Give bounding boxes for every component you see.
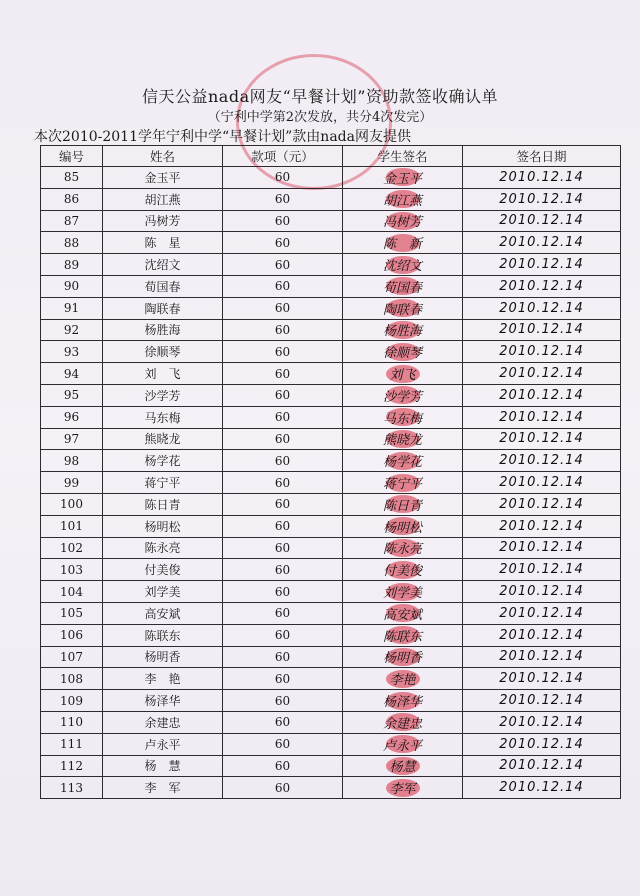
number-cell: 89 [41, 254, 103, 276]
handwritten-signature: 陈永亮 [382, 542, 422, 558]
handwritten-signature: 付美俊 [382, 564, 422, 580]
table-row [41, 624, 621, 646]
handwritten-date: 2010.12.14 [499, 257, 584, 273]
name-cell: 高安斌 [103, 602, 223, 624]
number-cell: 94 [41, 363, 103, 385]
handwritten-signature: 沙学芳 [382, 389, 422, 405]
name-cell: 胡江燕 [103, 188, 223, 210]
amount-cell: 60 [223, 232, 343, 254]
signature-cell [343, 254, 463, 276]
date-cell [463, 690, 621, 712]
amount-cell: 60 [223, 777, 343, 799]
table-row [41, 733, 621, 755]
signature-cell [343, 711, 463, 733]
amount-cell: 60 [223, 406, 343, 428]
name-cell: 杨明松 [103, 515, 223, 537]
date-cell [463, 297, 621, 319]
handwritten-signature: 杨胜海 [382, 324, 422, 340]
amount-cell: 60 [223, 493, 343, 515]
name-cell: 马东梅 [103, 406, 223, 428]
receipt-table [40, 145, 621, 799]
name-cell: 陈永亮 [103, 537, 223, 559]
handwritten-signature: 李艳 [389, 673, 416, 689]
amount-cell: 60 [223, 581, 343, 603]
table-row [41, 711, 621, 733]
table-row [41, 602, 621, 624]
name-cell: 陈日青 [103, 493, 223, 515]
signature-cell [343, 602, 463, 624]
handwritten-date: 2010.12.14 [499, 540, 584, 556]
handwritten-signature: 李军 [389, 782, 416, 798]
name-cell: 杨明香 [103, 646, 223, 668]
table-row [41, 559, 621, 581]
date-cell [463, 537, 621, 559]
name-cell: 冯树芳 [103, 210, 223, 232]
handwritten-signature: 余建忠 [382, 716, 422, 732]
amount-cell: 60 [223, 668, 343, 690]
handwritten-date: 2010.12.14 [499, 300, 584, 316]
table-row [41, 297, 621, 319]
number-cell: 91 [41, 297, 103, 319]
handwritten-signature: 卢永平 [382, 738, 422, 754]
number-cell: 99 [41, 472, 103, 494]
table-row [41, 275, 621, 297]
name-cell: 陈联东 [103, 624, 223, 646]
amount-cell: 60 [223, 733, 343, 755]
number-cell: 110 [41, 711, 103, 733]
handwritten-date: 2010.12.14 [499, 475, 584, 491]
name-cell: 付美俊 [103, 559, 223, 581]
amount-cell: 60 [223, 472, 343, 494]
date-cell [463, 515, 621, 537]
document-subtitle: （宁利中学第2次发放，共分4次发完） [207, 110, 433, 125]
amount-cell: 60 [223, 602, 343, 624]
signature-cell [343, 363, 463, 385]
handwritten-date: 2010.12.14 [499, 562, 584, 578]
header-date: 签名日期 [463, 146, 621, 167]
name-cell: 陶联春 [103, 297, 223, 319]
amount-cell: 60 [223, 646, 343, 668]
signature-cell [343, 275, 463, 297]
signature-cell [343, 428, 463, 450]
name-cell: 刘学美 [103, 581, 223, 603]
name-cell: 金玉平 [103, 167, 223, 189]
date-cell [463, 472, 621, 494]
handwritten-signature: 陈联东 [382, 629, 422, 645]
amount-cell: 60 [223, 210, 343, 232]
number-cell: 97 [41, 428, 103, 450]
handwritten-date: 2010.12.14 [499, 671, 584, 687]
number-cell: 113 [41, 777, 103, 799]
date-cell [463, 668, 621, 690]
handwritten-signature: 蒋宁平 [382, 477, 422, 493]
date-cell [463, 624, 621, 646]
date-cell [463, 602, 621, 624]
name-cell: 徐顺琴 [103, 341, 223, 363]
name-cell: 李 艳 [103, 668, 223, 690]
handwritten-signature: 杨学花 [382, 455, 422, 471]
handwritten-date: 2010.12.14 [499, 780, 584, 796]
table-row [41, 668, 621, 690]
handwritten-date: 2010.12.14 [499, 693, 584, 709]
table-row [41, 406, 621, 428]
name-cell: 卢永平 [103, 733, 223, 755]
handwritten-date: 2010.12.14 [499, 322, 584, 338]
handwritten-signature: 陈日青 [382, 498, 422, 514]
handwritten-date: 2010.12.14 [499, 387, 584, 403]
handwritten-signature: 马东梅 [382, 411, 422, 427]
amount-cell: 60 [223, 755, 343, 777]
date-cell [463, 363, 621, 385]
name-cell: 杨 慧 [103, 755, 223, 777]
table-row [41, 493, 621, 515]
name-cell: 李 军 [103, 777, 223, 799]
name-cell: 陈 星 [103, 232, 223, 254]
number-cell: 88 [41, 232, 103, 254]
handwritten-date: 2010.12.14 [499, 714, 584, 730]
amount-cell: 60 [223, 537, 343, 559]
number-cell: 107 [41, 646, 103, 668]
signature-cell [343, 210, 463, 232]
signature-cell [343, 188, 463, 210]
handwritten-date: 2010.12.14 [499, 736, 584, 752]
handwritten-date: 2010.12.14 [499, 649, 584, 665]
table-row [41, 537, 621, 559]
signature-cell [343, 493, 463, 515]
number-cell: 111 [41, 733, 103, 755]
signature-cell [343, 406, 463, 428]
name-cell: 荀国春 [103, 275, 223, 297]
handwritten-signature: 陶联春 [382, 302, 422, 318]
signature-cell [343, 755, 463, 777]
number-cell: 96 [41, 406, 103, 428]
date-cell [463, 733, 621, 755]
name-cell: 熊晓龙 [103, 428, 223, 450]
handwritten-date: 2010.12.14 [499, 235, 584, 251]
signature-cell [343, 450, 463, 472]
signature-cell [343, 624, 463, 646]
table-row [41, 646, 621, 668]
signature-cell [343, 297, 463, 319]
number-cell: 112 [41, 755, 103, 777]
header-number: 编号 [41, 146, 103, 167]
number-cell: 102 [41, 537, 103, 559]
handwritten-signature: 沈绍文 [382, 259, 422, 275]
date-cell [463, 755, 621, 777]
signature-cell [343, 777, 463, 799]
amount-cell: 60 [223, 559, 343, 581]
handwritten-signature: 荀国春 [382, 280, 422, 296]
amount-cell: 60 [223, 363, 343, 385]
handwritten-date: 2010.12.14 [499, 191, 584, 207]
table-row [41, 319, 621, 341]
handwritten-signature: 杨明香 [382, 651, 422, 667]
handwritten-date: 2010.12.14 [499, 453, 584, 469]
date-cell [463, 406, 621, 428]
table-row [41, 341, 621, 363]
number-cell: 95 [41, 384, 103, 406]
number-cell: 92 [41, 319, 103, 341]
table-row [41, 188, 621, 210]
amount-cell: 60 [223, 711, 343, 733]
handwritten-date: 2010.12.14 [499, 366, 584, 382]
handwritten-signature: 熊晓龙 [382, 433, 422, 449]
name-cell: 余建忠 [103, 711, 223, 733]
amount-cell: 60 [223, 319, 343, 341]
amount-cell: 60 [223, 297, 343, 319]
amount-cell: 60 [223, 450, 343, 472]
handwritten-signature: 高安斌 [382, 607, 422, 623]
signature-cell [343, 515, 463, 537]
name-cell: 刘 飞 [103, 363, 223, 385]
handwritten-date: 2010.12.14 [499, 584, 584, 600]
table-row [41, 515, 621, 537]
signature-cell [343, 559, 463, 581]
amount-cell: 60 [223, 341, 343, 363]
number-cell: 93 [41, 341, 103, 363]
amount-cell: 60 [223, 275, 343, 297]
number-cell: 87 [41, 210, 103, 232]
table-row [41, 232, 621, 254]
date-cell [463, 428, 621, 450]
header-amount: 款项（元） [223, 146, 343, 167]
handwritten-date: 2010.12.14 [499, 409, 584, 425]
amount-cell: 60 [223, 384, 343, 406]
name-cell: 杨学花 [103, 450, 223, 472]
signature-cell [343, 646, 463, 668]
amount-cell: 60 [223, 254, 343, 276]
header-signature: 学生签名 [343, 146, 463, 167]
number-cell: 106 [41, 624, 103, 646]
table-row [41, 167, 621, 189]
amount-cell: 60 [223, 428, 343, 450]
handwritten-date: 2010.12.14 [499, 518, 584, 534]
table-row [41, 472, 621, 494]
handwritten-signature: 冯树芳 [382, 215, 422, 231]
date-cell [463, 384, 621, 406]
handwritten-date: 2010.12.14 [499, 758, 584, 774]
document-note: 本次2010-2011学年宁利中学“早餐计划”款由nada网友提供 [34, 129, 411, 145]
number-cell: 101 [41, 515, 103, 537]
table-row [41, 363, 621, 385]
handwritten-date: 2010.12.14 [499, 213, 584, 229]
name-cell: 沈绍文 [103, 254, 223, 276]
table-row [41, 690, 621, 712]
number-cell: 100 [41, 493, 103, 515]
signature-cell [343, 581, 463, 603]
handwritten-date: 2010.12.14 [499, 627, 584, 643]
date-cell [463, 210, 621, 232]
table-row [41, 428, 621, 450]
date-cell [463, 275, 621, 297]
handwritten-signature: 刘飞 [389, 368, 416, 384]
number-cell: 86 [41, 188, 103, 210]
handwritten-signature: 胡江燕 [382, 193, 422, 209]
amount-cell: 60 [223, 515, 343, 537]
table-row [41, 755, 621, 777]
amount-cell: 60 [223, 167, 343, 189]
handwritten-date: 2010.12.14 [499, 431, 584, 447]
signature-cell [343, 733, 463, 755]
name-cell: 沙学芳 [103, 384, 223, 406]
handwritten-date: 2010.12.14 [499, 169, 584, 185]
number-cell: 103 [41, 559, 103, 581]
number-cell: 108 [41, 668, 103, 690]
handwritten-signature: 杨明松 [382, 520, 422, 536]
handwritten-date: 2010.12.14 [499, 605, 584, 621]
date-cell [463, 167, 621, 189]
signature-cell [343, 472, 463, 494]
amount-cell: 60 [223, 624, 343, 646]
date-cell [463, 341, 621, 363]
handwritten-date: 2010.12.14 [499, 278, 584, 294]
date-cell [463, 581, 621, 603]
signature-cell [343, 167, 463, 189]
handwritten-signature: 金玉平 [382, 171, 422, 187]
date-cell [463, 254, 621, 276]
date-cell [463, 777, 621, 799]
signature-cell [343, 690, 463, 712]
table-header-row [41, 146, 621, 167]
table-row [41, 384, 621, 406]
header-name: 姓名 [103, 146, 223, 167]
signature-cell [343, 319, 463, 341]
handwritten-date: 2010.12.14 [499, 496, 584, 512]
date-cell [463, 319, 621, 341]
table-row [41, 777, 621, 799]
date-cell [463, 559, 621, 581]
table-row [41, 254, 621, 276]
amount-cell: 60 [223, 188, 343, 210]
handwritten-signature: 陈 新 [382, 237, 422, 253]
signature-cell [343, 341, 463, 363]
number-cell: 90 [41, 275, 103, 297]
date-cell [463, 188, 621, 210]
table-row [41, 210, 621, 232]
date-cell [463, 646, 621, 668]
signature-cell [343, 537, 463, 559]
number-cell: 105 [41, 602, 103, 624]
amount-cell: 60 [223, 690, 343, 712]
date-cell [463, 711, 621, 733]
name-cell: 杨胜海 [103, 319, 223, 341]
number-cell: 104 [41, 581, 103, 603]
document-title: 信天公益nada网友“早餐计划”资助款签收确认单 [142, 87, 498, 106]
handwritten-signature: 杨慧 [389, 760, 416, 776]
handwritten-signature: 徐顺琴 [382, 346, 422, 362]
handwritten-signature: 杨泽华 [382, 695, 422, 711]
name-cell: 杨泽华 [103, 690, 223, 712]
number-cell: 85 [41, 167, 103, 189]
number-cell: 109 [41, 690, 103, 712]
table-row [41, 581, 621, 603]
handwritten-date: 2010.12.14 [499, 344, 584, 360]
signature-cell [343, 668, 463, 690]
name-cell: 蒋宁平 [103, 472, 223, 494]
signature-cell [343, 384, 463, 406]
date-cell [463, 450, 621, 472]
date-cell [463, 232, 621, 254]
date-cell [463, 493, 621, 515]
table-row [41, 450, 621, 472]
table-body [41, 167, 621, 799]
handwritten-signature: 刘学美 [382, 586, 422, 602]
signature-cell [343, 232, 463, 254]
number-cell: 98 [41, 450, 103, 472]
